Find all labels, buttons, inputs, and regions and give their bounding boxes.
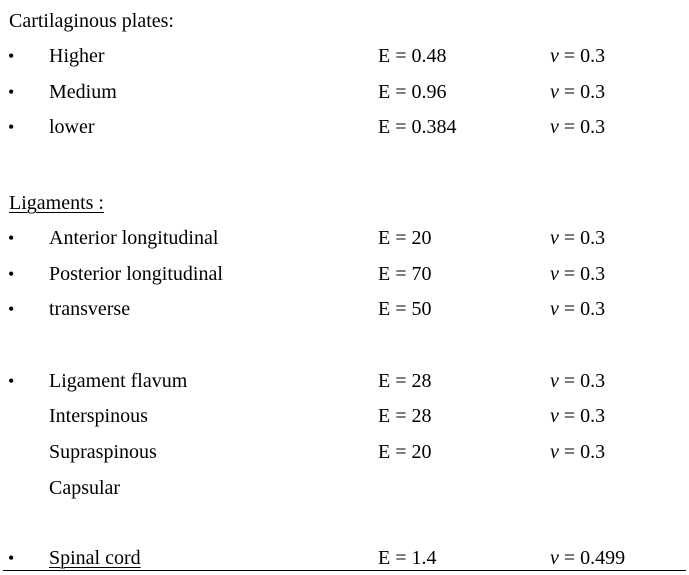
bullet: • bbox=[8, 82, 15, 102]
young-modulus: E = 0.96 bbox=[378, 81, 447, 103]
poisson-ratio bbox=[550, 440, 605, 464]
nu-symbol: v bbox=[550, 298, 559, 320]
nu-symbol: v bbox=[550, 370, 559, 392]
material-name: Higher bbox=[49, 45, 105, 67]
poisson-ratio bbox=[550, 80, 605, 104]
material-name: lower bbox=[49, 116, 95, 138]
nu-value: = 0.3 bbox=[558, 81, 606, 103]
young-modulus: E = 20 bbox=[378, 441, 432, 463]
poisson-ratio bbox=[550, 369, 605, 393]
material-name: Spinal cord bbox=[49, 547, 141, 569]
bullet: • bbox=[8, 299, 15, 319]
nu-value: = 0.499 bbox=[558, 547, 626, 569]
young-modulus: E = 1.4 bbox=[378, 547, 437, 569]
nu-symbol: v bbox=[550, 227, 559, 249]
nu-value: = 0.3 bbox=[558, 227, 606, 249]
nu-value: = 0.3 bbox=[558, 441, 606, 463]
nu-value: = 0.3 bbox=[558, 370, 606, 392]
bullet: • bbox=[8, 548, 15, 568]
poisson-ratio bbox=[550, 262, 605, 286]
nu-value: = 0.3 bbox=[558, 263, 606, 285]
cartilage-heading: Cartilaginous plates: bbox=[9, 10, 174, 32]
young-modulus: E = 50 bbox=[378, 298, 432, 320]
nu-symbol: v bbox=[550, 45, 559, 67]
poisson-ratio bbox=[550, 297, 605, 321]
bullet: • bbox=[8, 264, 15, 284]
nu-value: = 0.3 bbox=[558, 116, 606, 138]
nu-symbol: v bbox=[550, 263, 559, 285]
nu-value: = 0.3 bbox=[558, 298, 606, 320]
nu-symbol: v bbox=[550, 547, 559, 569]
material-name: Posterior longitudinal bbox=[49, 263, 223, 285]
cartilage-row-higher bbox=[0, 44, 689, 68]
cartilage-row-medium bbox=[0, 80, 689, 104]
nu-value: = 0.3 bbox=[558, 405, 606, 427]
young-modulus: E = 28 bbox=[378, 370, 432, 392]
young-modulus: E = 20 bbox=[378, 227, 432, 249]
material-name: Capsular bbox=[49, 477, 121, 499]
nu-symbol: v bbox=[550, 116, 559, 138]
ligament-row-anterior-longitudinal bbox=[0, 226, 689, 250]
poisson-ratio bbox=[550, 226, 605, 250]
material-name: Ligament flavum bbox=[49, 370, 188, 392]
young-modulus: E = 70 bbox=[378, 263, 432, 285]
young-modulus: E = 28 bbox=[378, 405, 432, 427]
poisson-ratio bbox=[550, 404, 605, 428]
poisson-ratio bbox=[550, 115, 605, 139]
nu-value: = 0.3 bbox=[558, 45, 606, 67]
young-modulus: E = 0.48 bbox=[378, 45, 447, 67]
ligament-row-interspinous bbox=[0, 404, 689, 428]
bullet: • bbox=[8, 46, 15, 66]
spinal-cord-row bbox=[0, 546, 689, 570]
ligaments-heading: Ligaments : bbox=[9, 192, 104, 214]
material-name: Supraspinous bbox=[49, 441, 157, 463]
bullet: • bbox=[8, 371, 15, 391]
material-name: Interspinous bbox=[49, 405, 148, 427]
ligament-row-posterior-longitudinal bbox=[0, 262, 689, 286]
nu-symbol: v bbox=[550, 441, 559, 463]
young-modulus: E = 0.384 bbox=[378, 116, 457, 138]
ligament-row-supraspinous bbox=[0, 440, 689, 464]
poisson-ratio bbox=[550, 546, 625, 570]
nu-symbol: v bbox=[550, 81, 559, 103]
ligament-row-transverse bbox=[0, 297, 689, 321]
bullet: • bbox=[8, 228, 15, 248]
material-name: Anterior longitudinal bbox=[49, 227, 219, 249]
material-name: transverse bbox=[49, 298, 131, 320]
cartilage-row-lower bbox=[0, 115, 689, 139]
bottom-rule bbox=[3, 570, 686, 571]
material-name: Medium bbox=[49, 81, 117, 103]
ligament-row-capsular bbox=[0, 476, 689, 500]
bullet: • bbox=[8, 117, 15, 137]
poisson-ratio bbox=[550, 44, 605, 68]
ligament-row-flavum bbox=[0, 369, 689, 393]
nu-symbol: v bbox=[550, 405, 559, 427]
